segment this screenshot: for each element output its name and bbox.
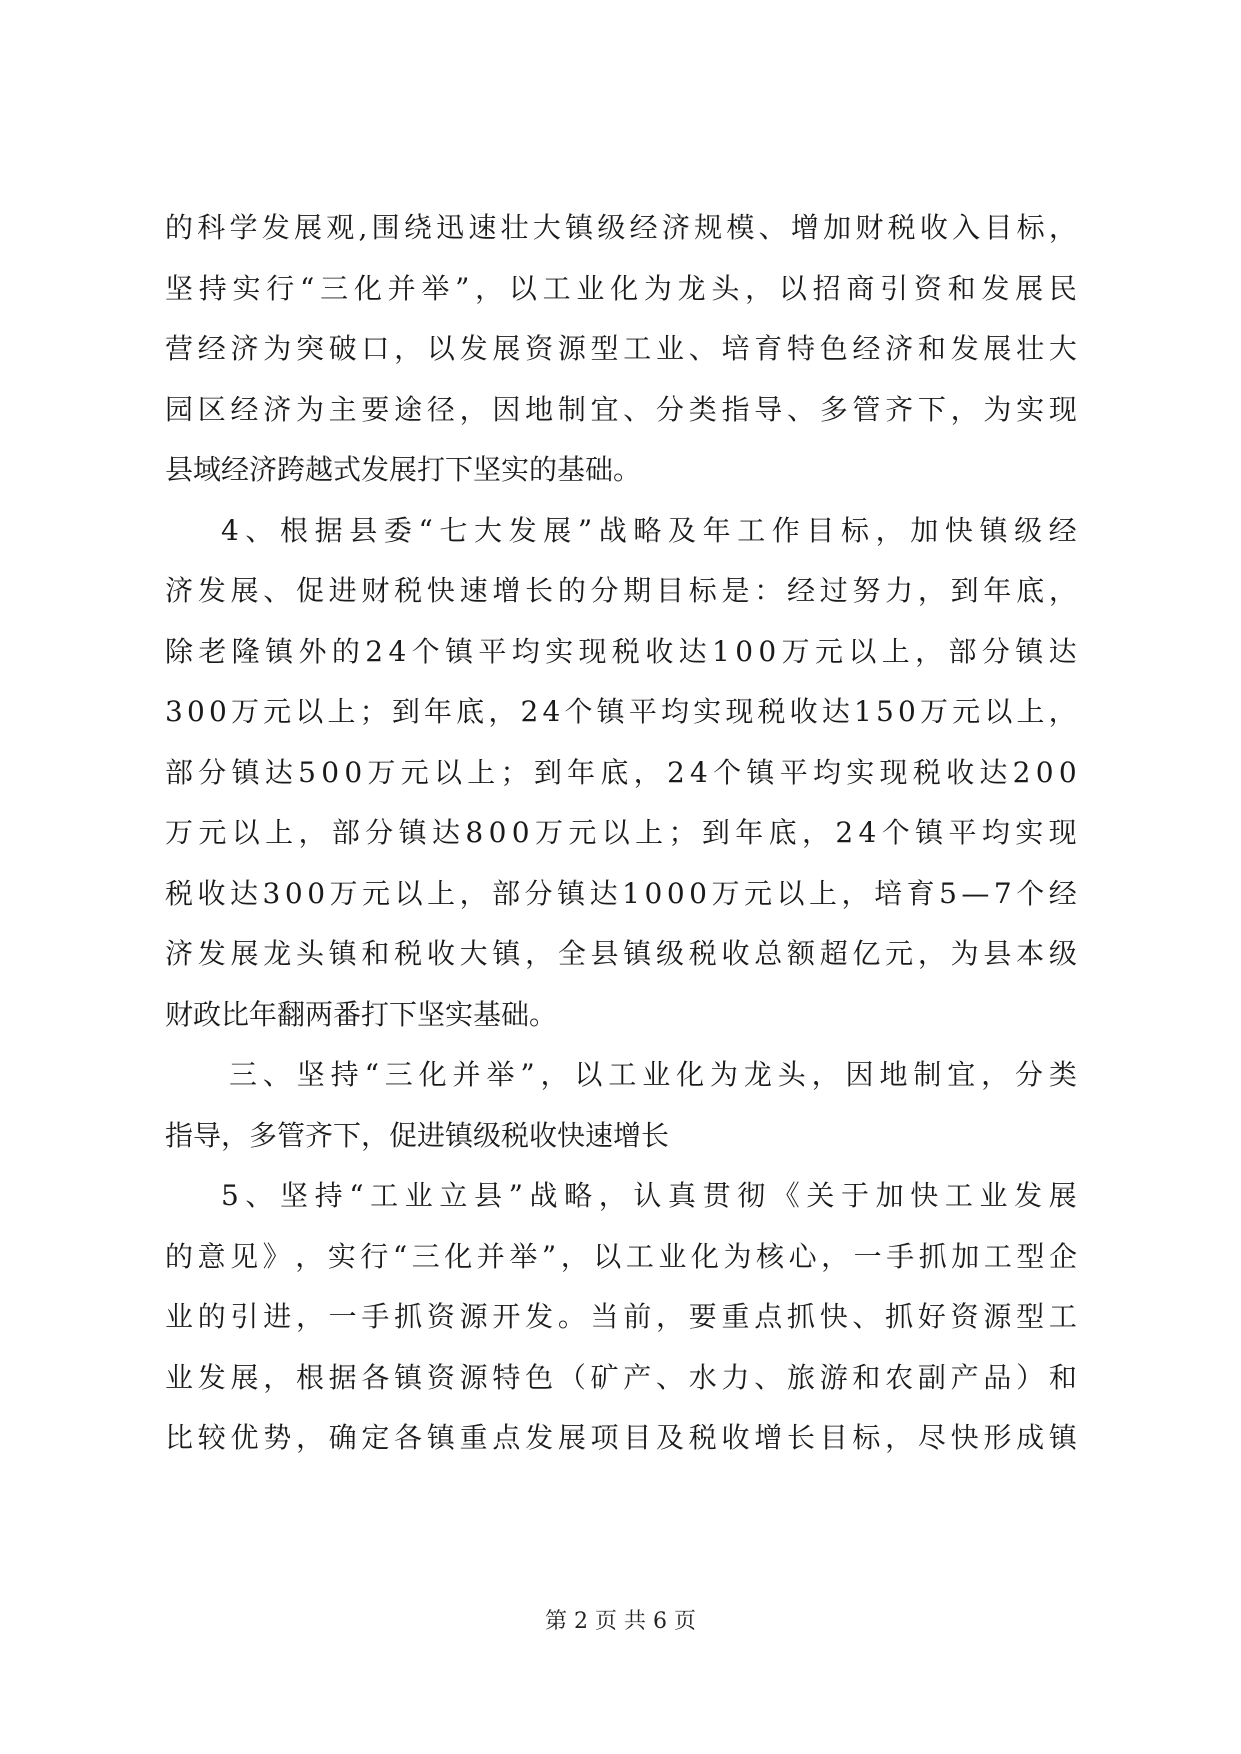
text-line: 除 老 隆 镇 外 的 2 4 个 镇 平 均 实 现 税 收 达 1 0 0 万 元 以 上 ， 部 分 镇 达: [165, 634, 1077, 668]
text-line: 财政比年翻两番打下坚实基础。: [165, 997, 558, 1031]
text-line: 园 区 经 济 为 主 要 途 径 ， 因 地 制 宜 、 分 类 指 导 、 多 管 齐 下 ， 为 实 现: [165, 392, 1077, 426]
text-line: 济 发 展 、 促 进 财 税 快 速 增 长 的 分 期 目 标 是 ： 经 过 努 力 ， 到 年 底 ，: [165, 574, 1077, 607]
section-heading-line: 三 、 坚 持 “ 三 化 并 举 ” ， 以 工 业 化 为 龙 头 ， 因 地 制 宜 ， 分 类: [229, 1058, 1077, 1091]
text-line: 万 元 以 上 ， 部 分 镇 达 8 0 0 万 元 以 上 ； 到 年 底 ， 2 4 个 镇 平 均 实 现: [165, 816, 1077, 849]
text-line: 5 、 坚 持 “ 工 业 立 县 ” 战 略 ， 认 真 贯 彻 《 关 于 加 快 工 业 发 展: [221, 1179, 1077, 1212]
text-line: 3 0 0 万 元 以 上 ； 到 年 底 ， 2 4 个 镇 平 均 实 现 税 收 达 1 5 0 万 元 以 上 ，: [165, 695, 1077, 728]
text-line: 营 经 济 为 突 破 口 ， 以 发 展 资 源 型 工 业 、 培 育 特 色 经 济 和 发 展 壮 大: [165, 332, 1077, 365]
text-line: 业 的 引 进 ， 一 手 抓 资 源 开 发 。 当 前 ， 要 重 点 抓 快 、 抓 好 资 源 型 工: [165, 1300, 1077, 1333]
text-line: 业 发 展 ， 根 据 各 镇 资 源 特 色 （ 矿 产 、 水 力 、 旅 游 和 农 副 产 品 ） 和: [165, 1360, 1077, 1394]
text-line: 县域经济跨越式发展打下坚实的基础。: [165, 453, 642, 486]
text-line: 4 、 根 据 县 委 “ 七 大 发 展 ” 战 略 及 年 工 作 目 标 ， 加 快 镇 级 经: [221, 513, 1077, 547]
text-line: 的 意 见 》 ， 实 行 “ 三 化 并 举 ” ， 以 工 业 化 为 核 心 ， 一 手 抓 加 工 型 企: [165, 1239, 1077, 1273]
section-heading-line: 指导，多管齐下，促进镇级税收快速增长: [165, 1118, 670, 1152]
text-line: 济 发 展 龙 头 镇 和 税 收 大 镇 ， 全 县 镇 级 税 收 总 额 超 亿 元 ， 为 县 本 级: [165, 937, 1077, 970]
text-line: 的 科 学 发 展 观 , 围 绕 迅 速 壮 大 镇 级 经 济 规 模 、 增 加 财 税 收 入 目 标 ，: [165, 211, 1077, 244]
text-line: 比 较 优 势 ， 确 定 各 镇 重 点 发 展 项 目 及 税 收 增 长 目 标 ， 尽 快 形 成 镇: [165, 1421, 1077, 1454]
text-line: 税 收 达 3 0 0 万 元 以 上 ， 部 分 镇 达 1 0 0 0 万 元 以 上 ， 培 育 5 — 7 个 经: [165, 876, 1077, 910]
text-line: 坚 持 实 行 “ 三 化 并 举 ” ， 以 工 业 化 为 龙 头 ， 以 招 商 引 资 和 发 展 民: [165, 271, 1077, 305]
text-line: 部 分 镇 达 5 0 0 万 元 以 上 ； 到 年 底 ， 2 4 个 镇 平 均 实 现 税 收 达 2 0 0: [165, 755, 1077, 789]
body-text: [165, 198, 1077, 1469]
page-footer: [0, 1604, 1241, 1635]
page-number-label: 第 2 页 共 6 页: [545, 1609, 696, 1634]
